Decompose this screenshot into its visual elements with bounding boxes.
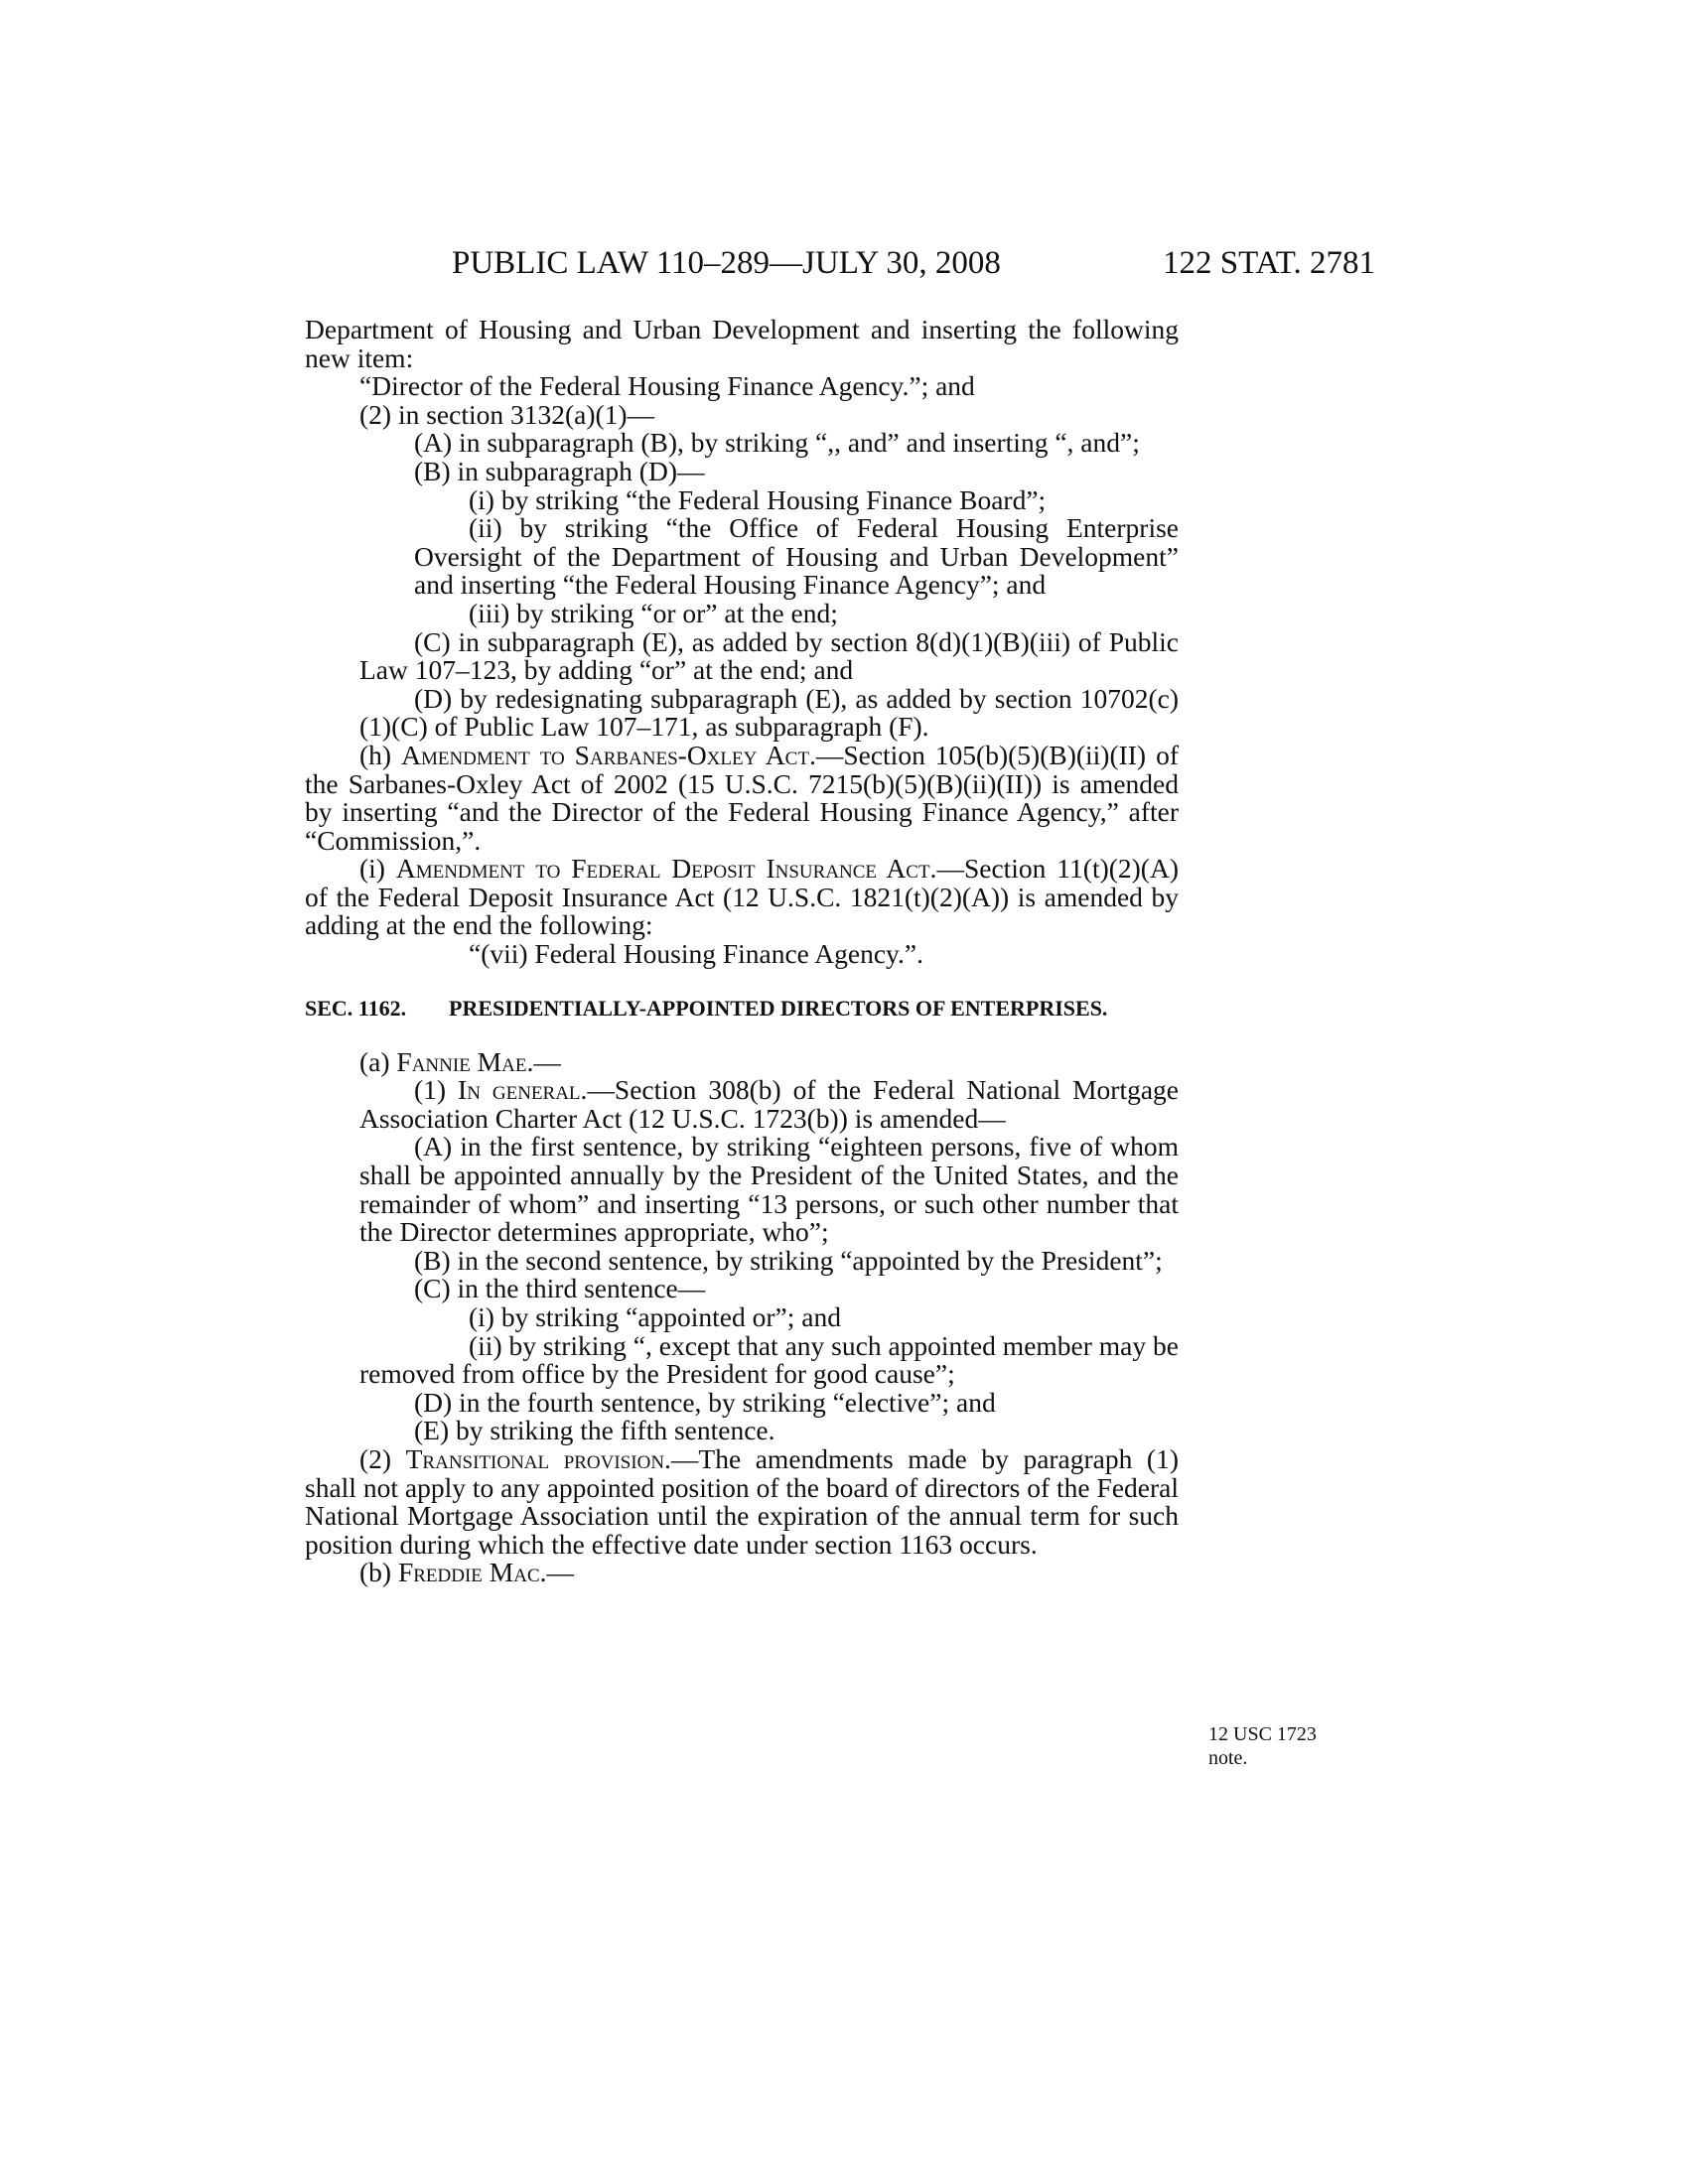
page-header: [452, 238, 1375, 288]
subsection-b-heading: Freddie Mac.: [397, 1557, 547, 1588]
fannie-item-a: (A) in the first sentence, by striking “eighteen persons, five of whom shall be appointed annually by the President of the United States, and the remainder of whom” and inserting “13 persons, or such other number that the Director determines appropriate, who”;: [359, 1131, 1179, 1248]
clause-iii: (iii) by striking “or or” at the end;: [469, 597, 838, 628]
fannie-item-d: (D) in the fourth sentence, by striking “elective”; and: [414, 1386, 996, 1418]
clause-ii: (ii) by striking “the Office of Federal Housing Enterprise Oversight of the Department of Housing and Urban Development” and inserting “the Federal Housing Finance Agency”; and: [414, 512, 1179, 601]
subparagraph-b: (B) in subparagraph (D)—: [414, 455, 705, 486]
subsection-b: (b) Freddie Mac.—: [359, 1557, 574, 1588]
paragraph-continuation: Department of Housing and Urban Development and inserting the following new item:: [305, 314, 1179, 373]
fannie-clause-ii: (ii) by striking “, except that any such appointed member may be removed from office by the President for good cause”;: [359, 1329, 1179, 1390]
subsection-h: (h) Amendment to Sarbanes-Oxley Act.—Section 105(b)(5)(B)(ii)(II) of the Sarbanes-Oxley Act of 2002 (15 U.S.C. 7215(b)(5)(B)(ii)(II)) is amended by inserting “and the Director of the Federal Housing Finance Agency,” after “Commission,”.: [305, 739, 1179, 856]
paragraph-1-heading: In general.: [458, 1074, 588, 1106]
subparagraph-d: (D) by redesignating subparagraph (E), as added by section 10702(c)(1)(C) of Public Law 107–171, as subparagraph (F).: [359, 682, 1179, 743]
margin-note: 12 USC 1723 note.: [1208, 1723, 1317, 1769]
paragraph-2-heading: Transitional provision.: [405, 1442, 671, 1474]
quoted-amendment: “(vii) Federal Housing Finance Agency.”.: [469, 938, 923, 970]
fannie-item-c: (C) in the third sentence—: [414, 1273, 706, 1304]
paragraph-1: (1) In general.—Section 308(b) of the Federal National Mortgage Association Charter Act (12 U.S.C. 1723(b)) is amended—: [359, 1074, 1179, 1134]
document-body: [305, 316, 1179, 1587]
section-heading: [305, 995, 1179, 1023]
subsection-i: (i) Amendment to Federal Deposit Insurance Act.—Section 11(t)(2)(A) of the Federal Deposit Insurance Act (12 U.S.C. 1821(t)(2)(A)) is amended by adding at the end the following:: [305, 853, 1179, 941]
section-title: PRESIDENTIALLY-APPOINTED DIRECTORS OF ENTERPRISES.: [449, 995, 1108, 1021]
quoted-item: “Director of the Federal Housing Finance Agency.”; and: [359, 370, 975, 402]
subsection-a: (a) Fannie Mae.—: [359, 1045, 561, 1077]
fannie-clause-i: (i) by striking “appointed or”; and: [469, 1301, 841, 1332]
clause-i: (i) by striking “the Federal Housing Finance Board”;: [469, 483, 1047, 515]
subsection-i-heading: Amendment to Federal Deposit Insurance Act.: [395, 853, 937, 885]
public-law-title: PUBLIC LAW 110–289—JULY 30, 2008: [452, 245, 1001, 281]
paragraph-2: (2) in section 3132(a)(1)—: [359, 398, 655, 430]
subparagraph-a: (A) in subparagraph (B), by striking “,, and” and inserting “, and”;: [414, 427, 1140, 459]
subparagraph-c: (C) in subparagraph (E), as added by section 8(d)(1)(B)(iii) of Public Law 107–123, by adding “or” at the end; and: [359, 625, 1179, 686]
statute-page-number: 122 STAT. 2781: [1162, 245, 1375, 281]
fannie-item-b: (B) in the second sentence, by striking “appointed by the President”;: [414, 1244, 1163, 1276]
subsection-h-heading: Amendment to Sarbanes-Oxley Act.: [401, 739, 816, 770]
fannie-item-e: (E) by striking the fifth sentence.: [414, 1415, 775, 1446]
section-number: SEC. 1162.: [305, 995, 407, 1021]
paragraph-2-transitional: (2) Transitional provision.—The amendments made by paragraph (1) shall not apply to any appointed position of the board of directors of the Federal National Mortgage Association until the expiration of the annual term for such position during which the effective date under section 1163 occurs.: [305, 1442, 1179, 1560]
subsection-a-heading: Fannie Mae.: [396, 1045, 534, 1077]
